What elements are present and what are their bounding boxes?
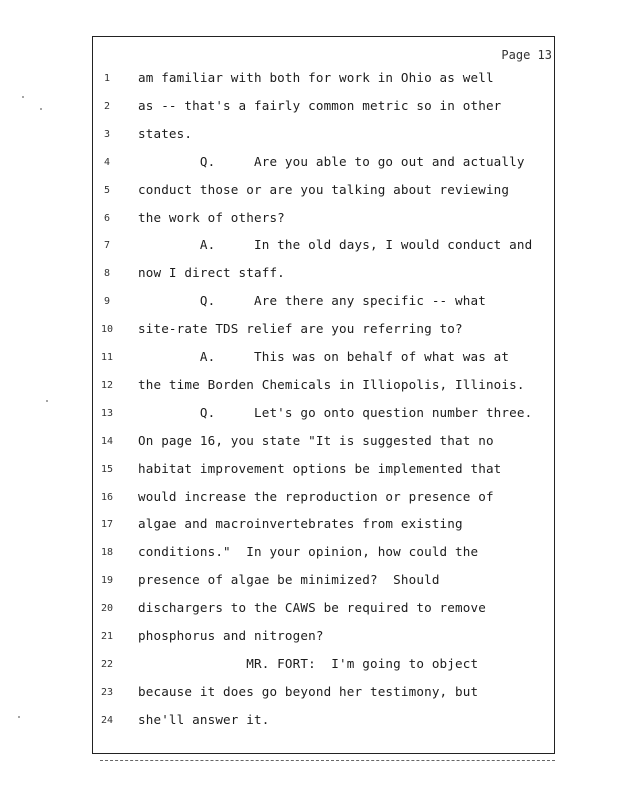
- line-number: 15: [100, 463, 114, 475]
- line-text: as -- that's a fairly common metric so in other: [138, 97, 502, 113]
- line-text: because it does go beyond her testimony, but: [138, 683, 479, 699]
- line-number: 19: [100, 575, 114, 587]
- line-number: 7: [103, 240, 111, 252]
- transcript-line: [0, 377, 618, 397]
- line-text: Q. Are there any specific -- what: [138, 293, 486, 309]
- line-number: 4: [103, 156, 111, 168]
- line-text: am familiar with both for work in Ohio as well: [138, 70, 494, 85]
- line-number: 2: [103, 100, 111, 112]
- line-number: 21: [100, 631, 114, 642]
- transcript-line: [0, 70, 618, 90]
- page-number-header: Page 13: [501, 48, 552, 62]
- transcript-line: [0, 210, 618, 230]
- transcript-line: [0, 321, 618, 341]
- transcript-line: [0, 516, 618, 536]
- scan-speck: [46, 400, 48, 402]
- transcript-line: [0, 126, 618, 146]
- line-number: 14: [100, 435, 114, 447]
- transcript-line: [0, 293, 618, 313]
- line-text: Q. Are you able to go out and actually: [138, 153, 525, 169]
- line-text: On page 16, you state "It is suggested that no: [138, 432, 494, 448]
- transcript-line: [0, 656, 618, 676]
- transcript-line: [0, 600, 618, 620]
- transcript-line: [0, 405, 618, 425]
- line-number: 8: [103, 268, 111, 280]
- line-text: phosphorus and nitrogen?: [138, 628, 324, 643]
- line-number: 16: [100, 491, 114, 503]
- transcript-line: [0, 461, 618, 481]
- line-number: 23: [100, 686, 114, 698]
- line-text: A. In the old days, I would conduct and: [138, 237, 533, 253]
- scan-speck: [22, 96, 24, 98]
- line-number: 1: [103, 73, 111, 84]
- scan-speck: [18, 716, 20, 718]
- line-text: conditions." In your opinion, how could the: [138, 544, 479, 560]
- footer-rule: [100, 760, 555, 761]
- line-number: 13: [100, 407, 114, 419]
- transcript-line: [0, 154, 618, 174]
- transcript-line: [0, 349, 618, 369]
- transcript-line: [0, 684, 618, 704]
- line-text: states.: [138, 125, 193, 141]
- line-number: 20: [100, 603, 114, 615]
- line-number: 18: [100, 547, 114, 559]
- line-number: 11: [100, 352, 114, 363]
- line-number: 22: [100, 658, 114, 670]
- line-text: site-rate TDS relief are you referring to?: [138, 321, 463, 337]
- line-text: presence of algae be minimized? Should: [138, 572, 440, 588]
- line-text: conduct those or are you talking about reviewing: [138, 181, 510, 197]
- transcript-line: [0, 237, 618, 257]
- transcript-line: [0, 572, 618, 592]
- transcript-line: [0, 265, 618, 285]
- transcript-line: [0, 182, 618, 202]
- line-text: would increase the reproduction or presence of: [138, 488, 494, 504]
- line-text: the time Borden Chemicals in Illiopolis, Illinois.: [138, 376, 525, 392]
- line-number: 17: [100, 519, 114, 531]
- transcript-line: [0, 433, 618, 453]
- line-number: 24: [100, 714, 114, 726]
- transcript-line: [0, 628, 618, 648]
- transcript-line: [0, 489, 618, 509]
- line-number: 6: [103, 212, 111, 224]
- line-number: 10: [100, 324, 114, 336]
- line-text: A. This was on behalf of what was at: [138, 349, 510, 364]
- transcript-line: [0, 544, 618, 564]
- line-text: MR. FORT: I'm going to object: [138, 655, 479, 671]
- transcript-line: [0, 712, 618, 732]
- line-text: now I direct staff.: [138, 265, 285, 281]
- line-number: 9: [103, 296, 111, 308]
- line-number: 12: [100, 379, 114, 391]
- transcript-line: [0, 98, 618, 118]
- line-text: the work of others?: [138, 209, 285, 225]
- line-text: she'll answer it.: [138, 711, 270, 727]
- line-text: dischargers to the CAWS be required to remove: [138, 600, 486, 616]
- line-text: Q. Let's go onto question number three.: [138, 404, 533, 420]
- line-text: algae and macroinvertebrates from existing: [138, 516, 463, 532]
- line-number: 5: [103, 184, 111, 196]
- line-text: habitat improvement options be implemented that: [138, 460, 502, 476]
- line-number: 3: [103, 128, 111, 140]
- scan-speck: [40, 108, 42, 110]
